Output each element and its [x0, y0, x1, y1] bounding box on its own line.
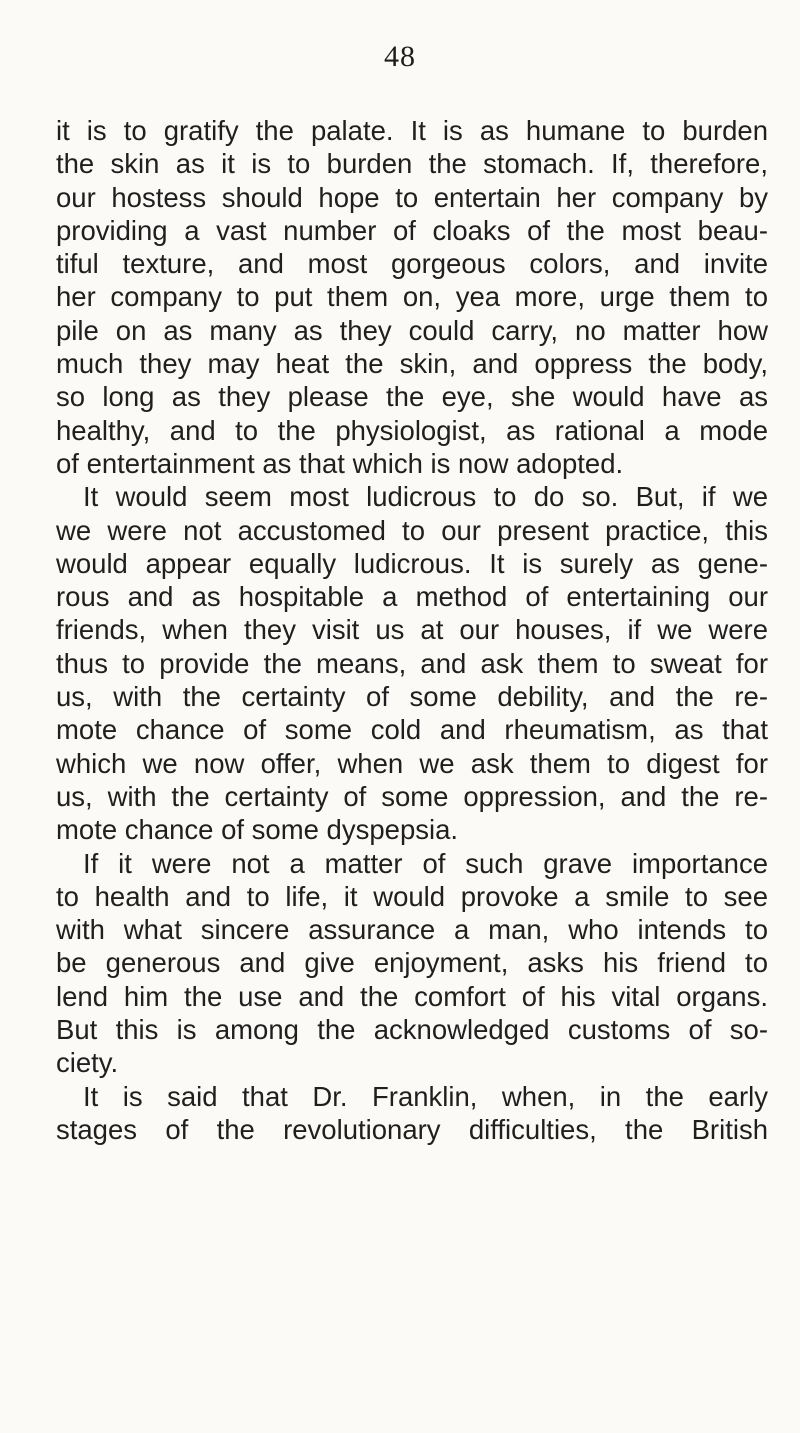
- text-line: us, with the certainty of some oppression, and the re-: [56, 780, 768, 812]
- text-line: friends, when they visit us at our houses, if we were: [56, 614, 768, 646]
- text-line: ciety.: [56, 1047, 119, 1079]
- text-line: It would seem most ludicrous to do so. But, if we: [83, 481, 768, 513]
- text-line: But this is among the acknowledged customs of so-: [56, 1014, 768, 1046]
- text-line: of entertainment as that which is now adopted.: [56, 447, 624, 479]
- text-line: healthy, and to the physiologist, as rational a mode: [56, 414, 768, 446]
- text-line: our hostess should hope to entertain her company by: [56, 181, 768, 213]
- text-line: It is said that Dr. Franklin, when, in the early: [83, 1080, 768, 1112]
- text-line: mote chance of some cold and rheumatism, as that: [56, 714, 768, 746]
- text-line: the skin as it is to burden the stomach. If, therefore,: [56, 148, 768, 180]
- text-line: providing a vast number of cloaks of the most beau-: [56, 214, 768, 246]
- page-number: 48: [384, 40, 416, 73]
- text-line: to health and to life, it would provoke a smile to see: [56, 880, 768, 912]
- text-line: stages of the revolutionary difficulties, the British: [56, 1113, 768, 1145]
- text-line: mote chance of some dyspepsia.: [56, 814, 459, 846]
- text-line: us, with the certainty of some debility, and the re-: [56, 681, 768, 713]
- text-line: her company to put them on, yea more, urge them to: [56, 281, 768, 313]
- text-line: If it were not a matter of such grave importance: [83, 847, 768, 879]
- text-line: which we now offer, when we ask them to digest for: [56, 747, 768, 779]
- text-line: it is to gratify the palate. It is as humane to burden: [56, 115, 768, 146]
- text-line: much they may heat the skin, and oppress the body,: [56, 348, 768, 380]
- text-line: be generous and give enjoyment, asks his friend to: [56, 947, 768, 979]
- text-line: so long as they please the eye, she would have as: [56, 381, 768, 413]
- text-line: lend him the use and the comfort of his vital organs.: [56, 980, 768, 1012]
- text-line: with what sincere assurance a man, who intends to: [56, 914, 768, 946]
- text-line: we were not accustomed to our present practice, this: [56, 514, 768, 546]
- text-line: thus to provide the means, and ask them to sweat for: [56, 647, 768, 679]
- text-line: tiful texture, and most gorgeous colors, and invite: [56, 248, 768, 280]
- text-line: pile on as many as they could carry, no matter how: [56, 314, 768, 346]
- text-line: would appear equally ludicrous. It is surely as gene-: [56, 547, 768, 579]
- text-line: rous and as hospitable a method of entertaining our: [56, 581, 768, 613]
- body-text: [56, 114, 768, 1146]
